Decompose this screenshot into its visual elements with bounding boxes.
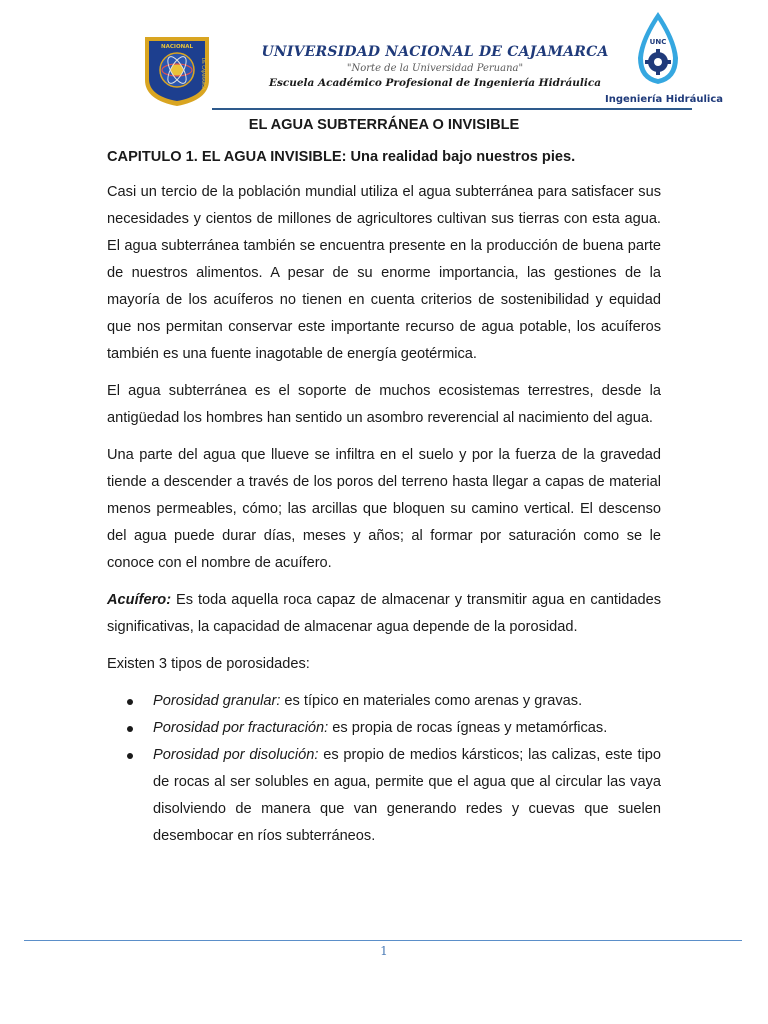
logo-caption: Ingeniería Hidráulica (605, 94, 723, 105)
footer-divider (24, 940, 742, 941)
paragraph-3: Una parte del agua que llueve se infiltra en el suelo y por la fuerza de la gravedad tiende a descender a través de los poros del terreno hasta llegar a capas de material menos permeables, cómo; las arcillas que bloquen su camino vertical. El descenso del agua puede durar días, meses y años; al formar por saturación como se le conoce con el nombre de acuífero. (107, 447, 661, 571)
document-title: EL AGUA SUBTERRÁNEA O INVISIBLE (248, 117, 520, 133)
school-name: Escuela Académico Profesional de Ingeniería Hidráulica (268, 77, 602, 89)
chapter-heading: CAPITULO 1. EL AGUA INVISIBLE: Una realidad bajo nuestros pies. (107, 149, 576, 165)
paragraph-2: El agua subterránea es el soporte de muchos ecosistemas terrestres, desde la antigüedad los hombres han sentido un asombro reverencial al nacimiento del agua. (107, 383, 661, 426)
bullet-icon (127, 699, 133, 705)
list-item (107, 688, 661, 715)
acuifero-term: Acuífero: (107, 592, 172, 608)
porosity-text: es típico en materiales como arenas y gravas. (280, 693, 583, 709)
header-divider (212, 108, 692, 110)
document-body (107, 117, 661, 850)
paragraph-porosity-intro: Existen 3 tipos de porosidades: (107, 656, 310, 672)
porosity-list (107, 688, 661, 850)
page-header (0, 0, 768, 115)
porosity-term: Porosidad por fracturación: (153, 720, 329, 736)
university-name: UNIVERSIDAD NACIONAL DE CAJAMARCA (261, 44, 609, 60)
bullet-icon (127, 753, 133, 759)
list-item (107, 742, 661, 850)
university-motto: "Norte de la Universidad Peruana" (346, 63, 524, 74)
porosity-text: es propia de rocas ígneas y metamórficas. (328, 720, 608, 736)
paragraph-acuifero (107, 587, 661, 641)
page-number: 1 (380, 944, 388, 958)
university-shield-logo (142, 34, 212, 108)
porosity-term: Porosidad por disolución: (153, 747, 319, 763)
paragraph-1: Casi un tercio de la población mundial utiliza el agua subterránea para satisfacer sus necesidades y cientos de millones de agricultores cultivan sus tierras con esta agua. El agua subterránea también se encuentra presente en la producción de buena parte de nuestros alimentos. A pesar de su enorme importancia, las gestiones de la mayoría de los acuíferos no tienen en cuenta criterios de sostenibilidad y equidad que nos permitan conservar este importante recurso de agua potable, los acuíferos también es una fuente inagotable de energía geotérmica. (107, 184, 661, 362)
porosity-term: Porosidad granular: (153, 693, 281, 709)
shield-side-text: DE CAJAMARCA (201, 58, 206, 90)
acuifero-definition: Es toda aquella roca capaz de almacenar y transmitir agua en cantidades significativas, la capacidad de almacenar agua depende de la porosidad. (107, 592, 661, 635)
porosity-text: es propio de medios kársticos; las calizas, este tipo de rocas al ser solubles en agua, permite que el agua que al circular las vaya disolviendo de manera que van generando redes y cuevas que suelen desembocar en ríos subterráneos. (153, 747, 661, 844)
list-item (107, 715, 661, 742)
bullet-icon (127, 726, 133, 732)
hydraulic-engineering-logo (605, 8, 723, 108)
university-heading (260, 44, 610, 89)
unc-badge-text: UNC (649, 38, 667, 46)
shield-top-text: NACIONAL (161, 44, 193, 50)
